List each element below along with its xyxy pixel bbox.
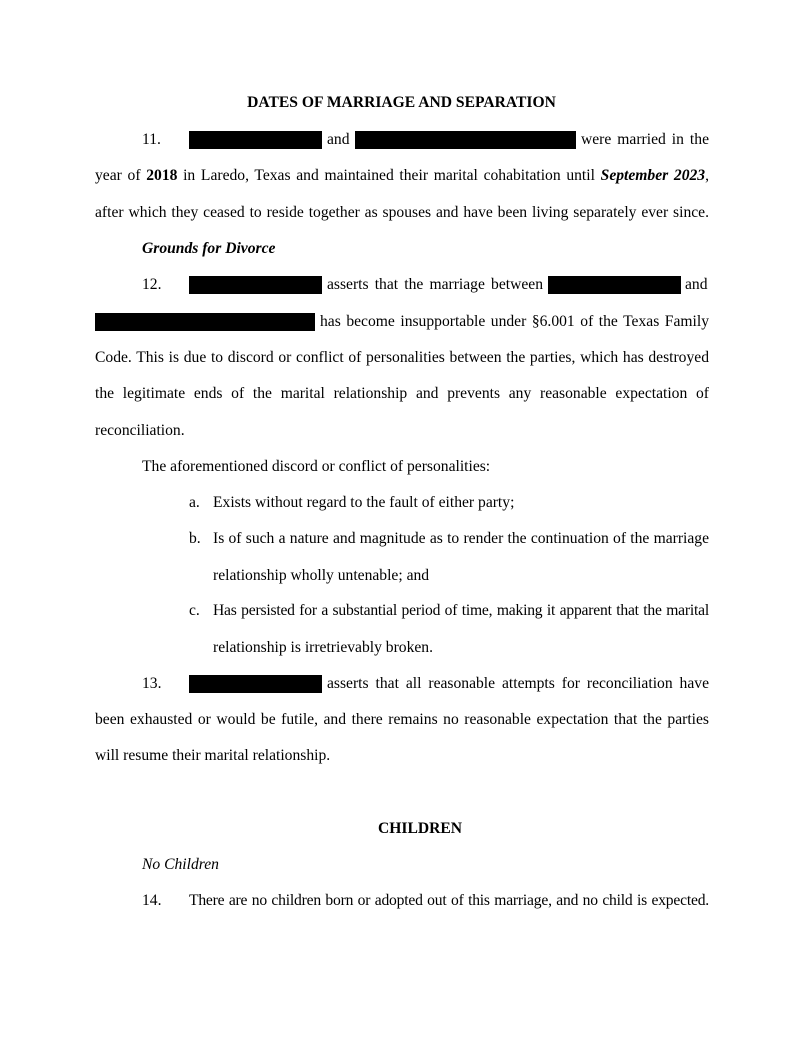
para11-text: year of — [95, 167, 147, 184]
para12-line1-tail: and — [685, 276, 708, 293]
redaction-block — [189, 675, 322, 693]
para14-text: There are no children born or adopted out of this marriage, and no child is expected. — [189, 892, 709, 909]
marriage-year: 2018 — [146, 167, 178, 184]
para12-line3: Code. This is due to discord or conflict of personalities between the parties, which has destroyed — [95, 349, 709, 366]
para12-line2-tail: has become insupportable under §6.001 of the Texas Family — [320, 313, 709, 330]
list-item-b-line2: relationship wholly untenable; and — [213, 567, 430, 584]
paragraph-number-13: 13. — [142, 675, 162, 692]
para11-text: in Laredo, Texas and maintained their marital cohabitation until — [177, 167, 601, 184]
para12-line5: reconciliation. — [95, 422, 185, 439]
para11-and: and — [327, 131, 350, 148]
para13-line1-tail: asserts that all reasonable attempts for reconciliation have — [327, 675, 709, 692]
para11-line1-tail: were married in the — [581, 131, 709, 148]
aforementioned-intro: The aforementioned discord or conflict of personalities: — [142, 458, 491, 475]
para12-line4: the legitimate ends of the marital relationship and prevents any reasonable expectation of — [95, 385, 709, 402]
redaction-block — [189, 131, 322, 149]
subheading-no-children: No Children — [142, 856, 219, 873]
para11-line2 — [95, 167, 709, 185]
redaction-block — [355, 131, 576, 149]
redaction-block — [95, 313, 315, 331]
para13-line2: been exhausted or would be futile, and there remains no reasonable expectation that the parties — [95, 711, 709, 728]
list-item-b-line1: Is of such a nature and magnitude as to render the continuation of the marriage — [213, 530, 709, 547]
list-item-c-line2: relationship is irretrievably broken. — [213, 639, 433, 656]
section-heading-marriage: DATES OF MARRIAGE AND SEPARATION — [247, 94, 556, 111]
list-item-a: Exists without regard to the fault of either party; — [213, 494, 515, 511]
list-item-c-line1: Has persisted for a substantial period of time, making it apparent that the marital — [213, 602, 709, 619]
list-marker-c: c. — [189, 602, 200, 619]
subheading-grounds: Grounds for Divorce — [142, 240, 276, 257]
para12-line1-mid: asserts that the marriage between — [327, 276, 543, 293]
section-heading-children: CHILDREN — [378, 820, 463, 837]
para13-line3: will resume their marital relationship. — [95, 747, 331, 764]
paragraph-number-11: 11. — [142, 131, 161, 148]
para11-text: , — [705, 167, 709, 184]
separation-date: September 2023 — [600, 167, 706, 184]
redaction-block — [548, 276, 681, 294]
redaction-block — [189, 276, 322, 294]
paragraph-number-14: 14. — [142, 892, 162, 909]
list-marker-a: a. — [189, 494, 200, 511]
list-marker-b: b. — [189, 530, 201, 547]
paragraph-number-12: 12. — [142, 276, 162, 293]
para11-line3: after which they ceased to reside together as spouses and have been living separately ever since. — [95, 204, 709, 221]
